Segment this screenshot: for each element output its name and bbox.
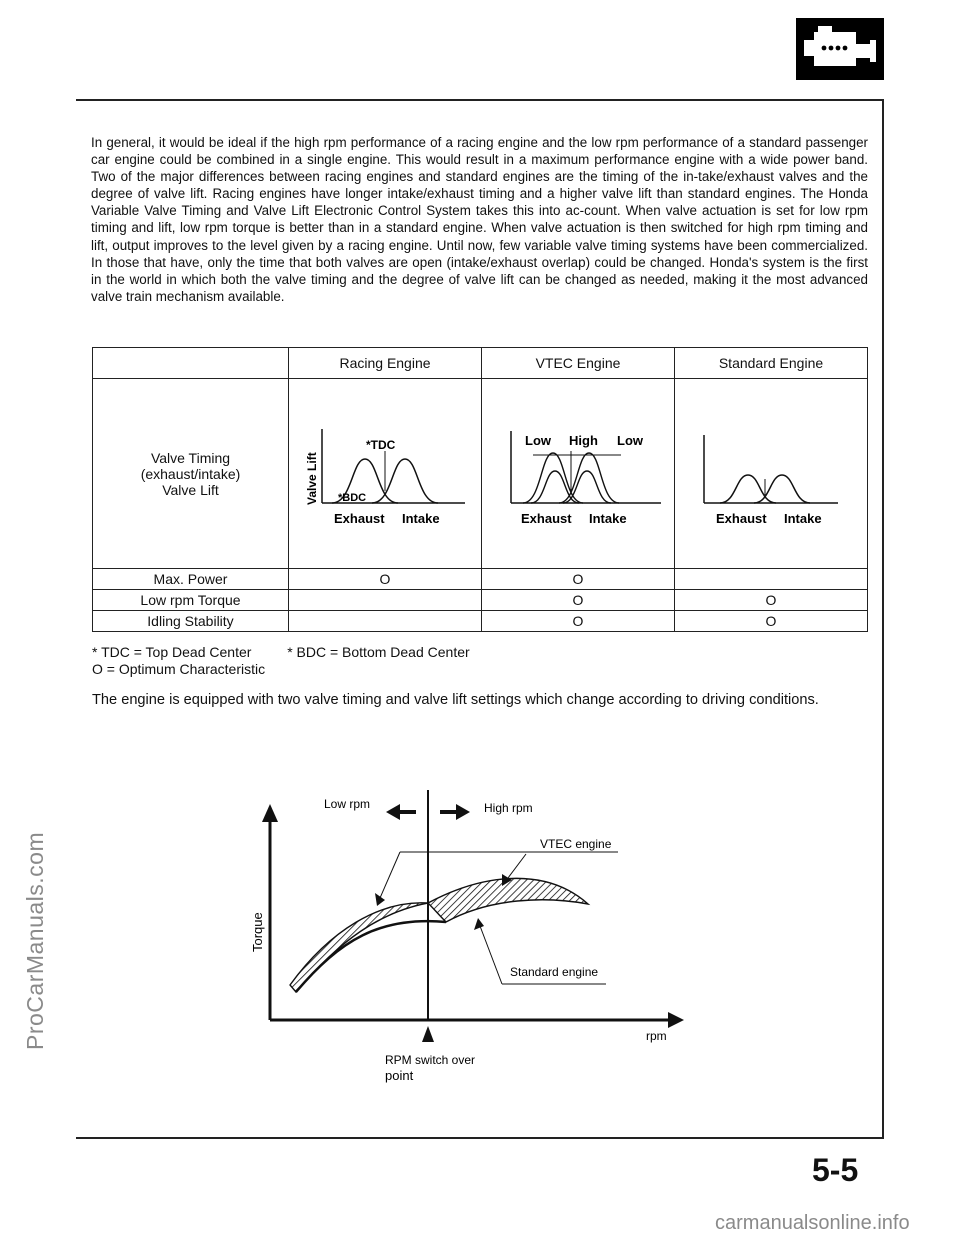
standard-mark: O [675, 590, 868, 611]
side-watermark: ProCarManuals.com [22, 831, 48, 1050]
vtec-exhaust-label: Exhaust [521, 511, 572, 526]
rpm-axis-label: rpm [646, 1029, 667, 1043]
vtec-intake-label: Intake [589, 511, 627, 526]
row-label: Idling Stability [93, 611, 289, 632]
vtec-engine-label: VTEC engine [540, 837, 612, 851]
standard-intake-label: Intake [784, 511, 822, 526]
vtec-valve-diagram [482, 379, 675, 569]
standard-mark: O [675, 611, 868, 632]
vtec-mark: O [482, 611, 675, 632]
header-racing: Racing Engine [289, 348, 482, 379]
racing-mark: O [289, 569, 482, 590]
valve-label-line1: Valve Timing [150, 449, 231, 466]
frame-bottom-rule [76, 1137, 884, 1139]
vtec-high-label: High [569, 433, 598, 448]
vtec-mark: O [482, 590, 675, 611]
row-label: Max. Power [93, 569, 289, 590]
page-number: 5-5 [812, 1152, 859, 1188]
racing-exhaust-label: Exhaust [334, 511, 385, 526]
low-rpm-label: Low rpm [324, 797, 371, 811]
vtec-low2-label: Low [617, 433, 643, 448]
standard-exhaust-label: Exhaust [716, 511, 767, 526]
standard-engine-label: Standard engine [510, 965, 599, 979]
tdc-label: *TDC [366, 438, 396, 452]
valve-label-line3: Valve Lift [162, 481, 219, 498]
footer-watermark: carmanualsonline.info [715, 1212, 910, 1234]
tdc-note: * TDC = Top Dead Center [92, 644, 252, 660]
bdc-note: * BDC = Bottom Dead Center [287, 644, 470, 660]
racing-valve-diagram [289, 379, 482, 569]
switch-over-line2: point [385, 1068, 414, 1083]
racing-mark [289, 590, 482, 611]
valve-row-label [93, 379, 289, 569]
standard-valve-diagram [675, 379, 868, 569]
switch-over-line1: RPM switch over [385, 1053, 476, 1067]
summary-sentence: The engine is equipped with two valve timing and valve lift settings which change according to driving conditions. [92, 692, 819, 708]
engine-comparison-table [92, 347, 868, 632]
table-row [93, 590, 868, 611]
header-blank-cell [93, 348, 289, 379]
high-rpm-label: High rpm [484, 801, 533, 815]
frame-right-rule [882, 99, 884, 1139]
table-row [93, 569, 868, 590]
bdc-label: *BDC [338, 492, 367, 504]
engine-section-icon [796, 18, 884, 80]
valve-label-line2: (exhaust/intake) [140, 465, 241, 482]
vtec-low-label: Low [525, 433, 551, 448]
vtec-mark: O [482, 569, 675, 590]
standard-mark [675, 569, 868, 590]
header-standard: Standard Engine [675, 348, 868, 379]
header-vtec: VTEC Engine [482, 348, 675, 379]
frame-top-rule [76, 99, 884, 101]
torque-axis-label: Torque [250, 912, 265, 952]
torque-chart [240, 770, 700, 1090]
racing-mark [289, 611, 482, 632]
racing-intake-label: Intake [402, 511, 440, 526]
intro-paragraph: In general, it would be ideal if the high rpm performance of a racing engine and the low rpm performance of a standard passenger car engine could be combined in a single engine. This would result in a maximum performance engine with a wide power band. Two of the major differences between racing engines and standard engines are the timing of the in-take/exhaust valves and the degree of valve lift. Racing engines have longer intake/exhaust timing and a higher valve lift than standard engines. The Honda Variable Valve Timing and Valve Lift Electronic Control System takes this into ac-count. When valve actuation is set for low rpm timing and lift, low rpm torque is better than in a standard engine. When valve actuation is then switched for high rpm timing and lift, output improves to the level given by a racing engine. Until now, few variable valve timing systems have been commercialized. In those that have, only the time that both valves are open (intake/exhaust overlap) could be changed. Honda's system is the first in the world in which both the valve timing and the degree of valve lift can be changed as needed, making it the most advanced valve train mechanism available. [91, 135, 868, 304]
table-row [93, 611, 868, 632]
valve-lift-axis-label: Valve Lift [305, 452, 319, 505]
table-notes [92, 644, 470, 678]
optimum-note: O = Optimum Characteristic [92, 661, 266, 677]
row-label: Low rpm Torque [93, 590, 289, 611]
